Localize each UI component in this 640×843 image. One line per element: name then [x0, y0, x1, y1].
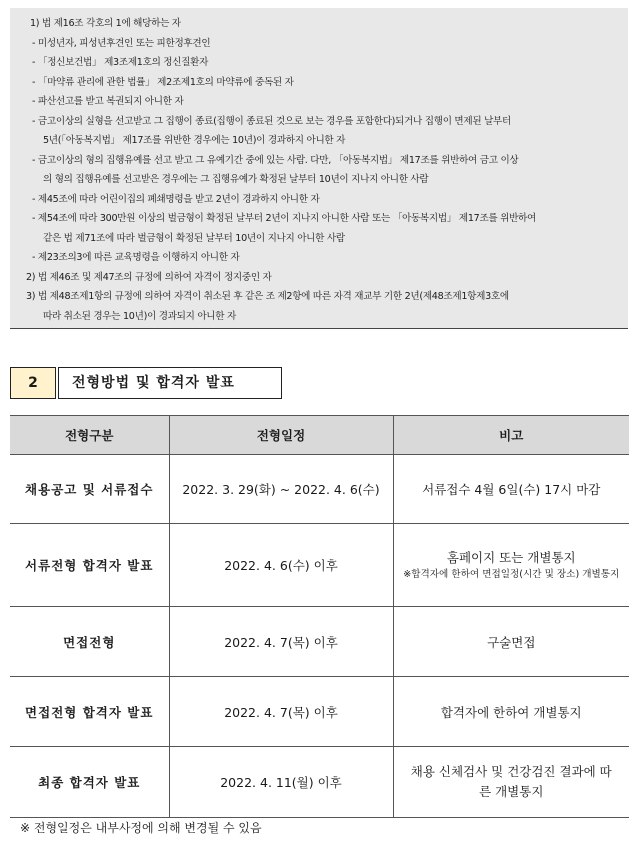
table-row	[10, 607, 629, 677]
note-cell: 구술면접	[393, 607, 629, 677]
eligibility-line: 2) 법 제46조 및 제47조의 규정에 의하여 자격이 정지중인 자	[26, 272, 272, 283]
stage-cell: 최종 합격자 발표	[10, 747, 169, 818]
note-cell	[393, 524, 629, 607]
schedule-cell: 2022. 4. 7(목) 이후	[169, 607, 393, 677]
eligibility-line: 1) 법 제16조 각호의 1에 해당하는 자	[30, 18, 181, 29]
eligibility-line: - 파산선고를 받고 복권되지 아니한 자	[32, 96, 184, 107]
table-row	[10, 455, 629, 524]
eligibility-line: - 「정신보건법」 제3조제1호의 정신질환자	[32, 57, 209, 68]
eligibility-line: - 제54조에 따라 300만원 이상의 벌금형이 확정된 날부터 2년이 지나지 아니한 사람 또는 「아동복지법」 제17조를 위반하여	[32, 213, 536, 224]
schedule-cell: 2022. 3. 29(화) ~ 2022. 4. 6(수)	[169, 455, 393, 524]
stage-cell: 면접전형	[10, 607, 169, 677]
column-header: 전형일정	[169, 416, 393, 455]
eligibility-line: 3) 법 제48조제1항의 규정에 의하여 자격이 취소된 후 같은 조 제2항에 따른 자격 재교부 기한 2년(제48조제1항제3호에	[26, 291, 509, 302]
eligibility-line: 따라 취소된 경우는 10년)이 경과되지 아니한 자	[43, 311, 236, 322]
section-number: 2	[10, 367, 56, 399]
table-header-row	[10, 416, 629, 455]
schedule-table	[10, 415, 629, 818]
stage-cell: 면접전형 합격자 발표	[10, 677, 169, 747]
schedule-cell: 2022. 4. 7(목) 이후	[169, 677, 393, 747]
table-row	[10, 524, 629, 607]
column-header: 비고	[393, 416, 629, 455]
eligibility-line: - 금고이상의 실형을 선고받고 그 집행이 종료(집행이 종료된 것으로 보는 경우를 포함한다)되거나 집행이 면제된 날부터	[32, 116, 511, 127]
note-cell: 서류접수 4월 6일(수) 17시 마감	[393, 455, 629, 524]
table-row	[10, 677, 629, 747]
eligibility-line: 의 형의 집행유예를 선고받은 경우에는 그 집행유예가 확정된 날부터 10년이 지나지 아니한 사람	[43, 174, 429, 185]
footnote: ※ 전형일정은 내부사정에 의해 변경될 수 있음	[20, 821, 262, 835]
eligibility-line: 같은 법 제71조에 따라 벌금형이 확정된 날부터 10년이 지나지 아니한 사람	[43, 233, 345, 244]
stage-cell: 채용공고 및 서류접수	[10, 455, 169, 524]
section-title: 전형방법 및 합격자 발표	[58, 367, 282, 399]
note-small-text: ※합격자에 한하여 면접일정(시간 및 장소) 개별통지	[403, 568, 620, 580]
column-header: 전형구분	[10, 416, 169, 455]
eligibility-line: - 미성년자, 피성년후견인 또는 피한정후견인	[32, 38, 211, 49]
schedule-cell: 2022. 4. 6(수) 이후	[169, 524, 393, 607]
note-text: 홈페이지 또는 개별통지	[446, 549, 576, 565]
eligibility-line: - 「마약류 관리에 관한 법률」 제2조제1호의 마약류에 중독된 자	[32, 77, 294, 88]
eligibility-line: - 금고이상의 형의 집행유예를 선고 받고 그 유예기간 중에 있는 사람. 다만, 「아동복지법」 제17조를 위반하여 금고 이상	[32, 155, 519, 166]
table-row	[10, 747, 629, 818]
eligibility-line: - 제23조의3에 따른 교육명령을 이행하지 아니한 자	[32, 252, 240, 263]
note-cell: 합격자에 한하여 개별통지	[393, 677, 629, 747]
schedule-cell: 2022. 4. 11(월) 이후	[169, 747, 393, 818]
eligibility-box	[10, 8, 628, 329]
eligibility-line: 5년(「아동복지법」 제17조를 위반한 경우에는 10년)이 경과하지 아니한 자	[43, 135, 346, 146]
note-cell: 채용 신체검사 및 건강검진 결과에 따른 개별통지	[393, 747, 629, 818]
eligibility-line: - 제45조에 따라 어린이집의 폐쇄명령을 받고 2년이 경과하지 아니한 자	[32, 194, 320, 205]
stage-cell: 서류전형 합격자 발표	[10, 524, 169, 607]
